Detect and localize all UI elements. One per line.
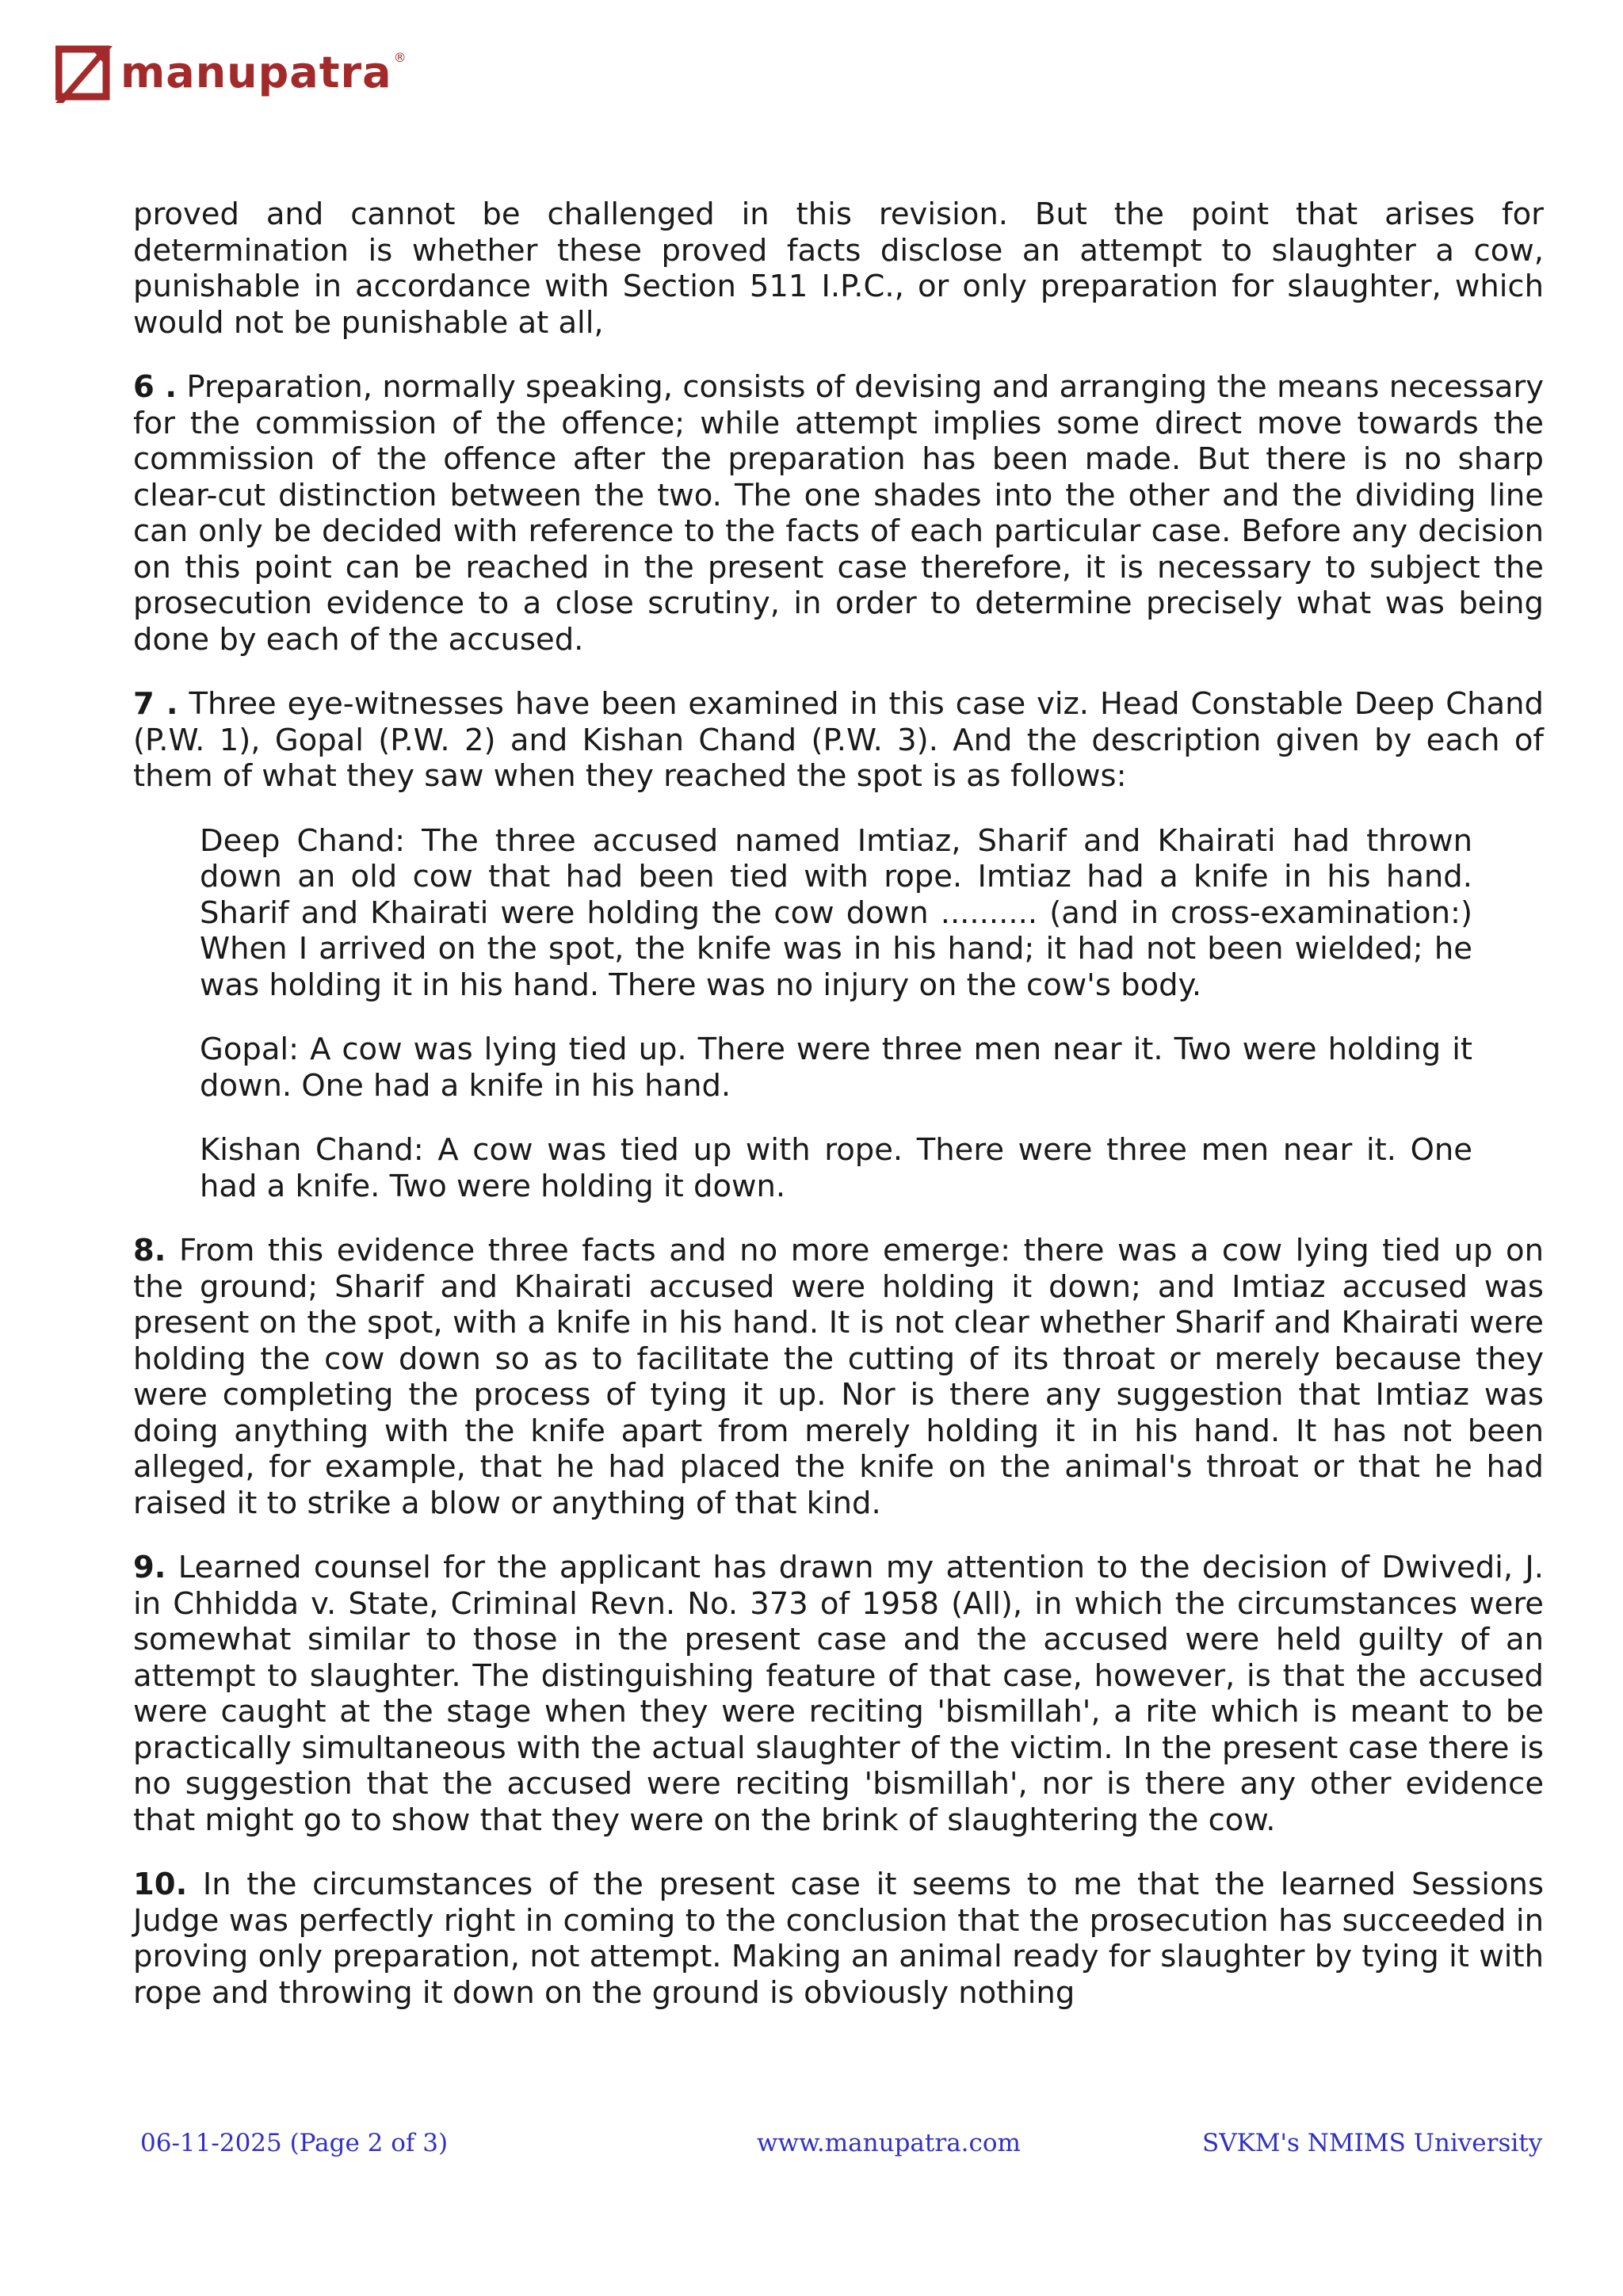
testimony-deep-chand: Deep Chand: The three accused named Imtiaz, Sharif and Khairati had thrown down an old cow that had been tied with rope. Imtiaz had a knife in his hand. Sharif and Khairati were holding the cow down .......... (and in cross-examination:) When I arrived on the spot, the knife was in his hand; it had not been wielded; he was holding it in his hand. There was no injury on the cow's body. (200, 822, 1472, 1003)
manupatra-logo-icon (55, 43, 113, 103)
paragraph-text: Preparation, normally speaking, consists of devising and arranging the means necessary for the commission of the offence; while attempt implies some direct move towards the commission of the offence after the preparation has been made. But there is no sharp clear-cut distinction between the two. The one shades into the other and the dividing line can only be decided with reference to the facts of each particular case. Before any decision on this point can be reached in the present case therefore, it is necessary to subject the prosecution evidence to a close scrutiny, in order to determine precisely what was being done by each of the accused. (133, 369, 1544, 658)
judgment-text (133, 196, 1544, 2039)
manupatra-logo (55, 41, 407, 105)
footer-institution: SVKM's NMIMS University (1202, 2129, 1543, 2157)
testimony-kishan-chand: Kishan Chand: A cow was tied up with rope. There were three men near it. One had a knife. Two were holding it down. (200, 1132, 1472, 1204)
testimony-gopal: Gopal: A cow was lying tied up. There were three men near it. Two were holding it down. One had a knife in his hand. (200, 1032, 1472, 1104)
paragraph-5-continued: proved and cannot be challenged in this revision. But the point that arises for determination is whether these proved facts disclose an attempt to slaughter a cow, punishable in accordance with Section 511 I.P.C., or only preparation for slaughter, which would not be punishable at all, (133, 196, 1544, 341)
paragraph-number: 7 . (133, 686, 178, 722)
logo-wordmark: manupatra (120, 48, 392, 97)
registered-mark: ® (393, 49, 407, 65)
paragraph-number: 6 . (133, 369, 177, 405)
paragraph-text: Three eye-witnesses have been examined in this case viz. Head Constable Deep Chand (P.W. 1), Gopal (P.W. 2) and Kishan Chand (P.W. 3). And the description given by each of them of what they saw when they reached the spot is as follows: (133, 686, 1544, 794)
paragraph-6 (133, 369, 1544, 658)
paragraph-8 (133, 1233, 1544, 1521)
paragraph-text: Learned counsel for the applicant has drawn my attention to the decision of Dwivedi, J. in Chhidda v. State, Criminal Revn. No. 373 of 1958 (All), in which the circumstances were somewhat similar to those in the present case and the accused were held guilty of an attempt to slaughter. The distinguishing feature of that case, however, is that the accused were caught at the stage when they were reciting 'bismillah', a rite which is meant to be practically simultaneous with the actual slaughter of the victim. In the present case there is no suggestion that the accused were reciting 'bismillah', nor is there any other evidence that might go to show that they were on the brink of slaughtering the cow. (133, 1550, 1544, 1838)
footer-date-page: 06-11-2025 (Page 2 of 3) (140, 2129, 449, 2157)
paragraph-number: 9. (133, 1550, 166, 1585)
paragraph-number: 8. (133, 1233, 166, 1268)
paragraph-text: From this evidence three facts and no more emerge: there was a cow lying tied up on the ground; Sharif and Khairati accused were holding it down; and Imtiaz accused was present on the spot, with a knife in his hand. It is not clear whether Sharif and Khairati were holding the cow down so as to facilitate the cutting of its throat or merely because they were completing the process of tying it up. Nor is there any suggestion that Imtiaz was doing anything with the knife apart from merely holding it in his hand. It has not been alleged, for example, that he had placed the knife on the animal's throat or that he had raised it to strike a blow or anything of that kind. (133, 1233, 1544, 1521)
paragraph-7 (133, 686, 1544, 795)
paragraph-9 (133, 1550, 1544, 1838)
paragraph-number: 10. (133, 1867, 188, 1902)
paragraph-text: In the circumstances of the present case it seems to me that the learned Sessions Judge was perfectly right in coming to the conclusion that the prosecution has succeeded in proving only preparation, not attempt. Making an animal ready for slaughter by tying it with rope and throwing it down on the ground is obviously nothing (133, 1867, 1544, 2011)
footer-website-link[interactable]: www.manupatra.com (757, 2129, 1021, 2157)
paragraph-10 (133, 1867, 1544, 2011)
